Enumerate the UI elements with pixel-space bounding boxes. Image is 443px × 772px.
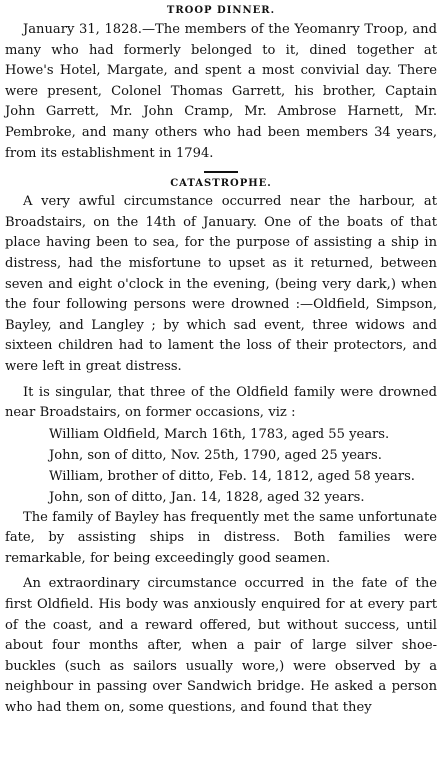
list-item: William, brother of ditto, Feb. 14, 1812, aged 58 years.	[49, 468, 415, 484]
catastrophe-paragraph-3: The family of Bayley has frequently met the same unfortunate fate, by assisting ships in distress. Both families were remarkable, for being exceedingly good seamen.	[5, 509, 437, 566]
list-item: John, son of ditto, Nov. 25th, 1790, aged 25 years.	[49, 447, 382, 463]
catastrophe-paragraph-1: A very awful circumstance occurred near the harbour, at Broadstairs, on the 14th of January. One of the boats of that place having been to sea, for the purpose of assisting a ship in distress, had the misfortune to upset as it returned, between seven and eight o'clock in the evening, (being very dark,) when the four following persons were drowned :—Oldfield, Simpson, Bayley, and Langley ; by which sad event, three widows and sixteen children had to lament the loss of their protectors, and were left in great distress.	[5, 194, 437, 374]
section-heading-troop-dinner: TROOP DINNER.	[166, 5, 276, 16]
list-item: John, son of ditto, Jan. 14, 1828, aged 32 years.	[49, 489, 365, 505]
troop-dinner-paragraph: January 31, 1828.—The members of the Yeomanry Troop, and many who had formerly belonged to it, dined together at Howe's Hotel, Margate, and spent a most convivial day. There were present, Colonel Thomas Garrett, his brother, Captain John Garrett, Mr. John Cramp, Mr. Ambrose Harnett, Mr. Pembroke, and many others who had been members 34 years, from its establishment in 1794.	[5, 22, 437, 161]
oldfield-drownings-list	[5, 424, 437, 508]
section-divider	[204, 171, 238, 173]
catastrophe-paragraph-4: An extraordinary circumstance occurred in the fate of the first Oldfield. His body was anxiously enquired for at every part of the coast, and a reward offered, but without success, until about four months after, when a pair of large silver shoe-buckles (such as sailors usually wore,) were observed by a neighbour in passing over Sandwich bridge. He asked a person who had them on, some questions, and found that they	[5, 576, 437, 716]
section-heading-catastrophe: CATASTROPHE.	[170, 178, 272, 190]
list-item: William Oldfield, March 16th, 1783, aged 55 years.	[49, 426, 390, 442]
catastrophe-paragraph-2: It is singular, that three of the Oldfield family were drowned near Broadstairs, on former occasions, viz :	[5, 384, 437, 421]
book-page	[0, 4, 443, 772]
